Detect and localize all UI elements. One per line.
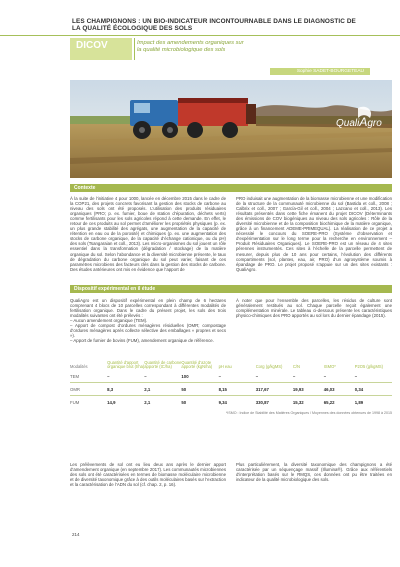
table-row [70,383,392,396]
table-header-cell: Modalités [70,364,88,370]
bottom-left-column [70,462,226,487]
table-header-cell: Corg (g/kgMS) [255,364,283,370]
table-cell: 330,87 [255,399,269,405]
row-label: TEM [70,373,80,379]
device-intro-text: QualiAgro est un dispositif expérimental en plein champ de 6 hectares comprenant 4 blocs de 10 parcelles correspondant à différentes modalités de fertilisation organique. Dans le cadre du présent projet, les sols des trois modalités suivantes ont été prélevés : [70,298,226,319]
table-header-cell: Quantité d'apport organique brut (t/ha) [107,359,145,370]
bottom-right-column [236,462,392,482]
device-bullet-1: – Aucun amendement organique (TEM). [70,318,148,324]
device-bullet-3: – Apport de fumier de bovins (FUM), amendement organique de référence. [70,338,214,344]
bottom-left-text: Les prélèvements de sol ont eu lieu deux ans après le dernier apport d’amendement organique (en septembre 2017). Les communautés microbiennes des sols ont été caractérisées en termes de biomasse moléculaire microbienne et de diversité taxonomique grâce à des outils moléculaires basés sur l’extraction et la caractérisation de l’ADN du sol (cf. chap. 2, p. 16). [70,462,226,488]
table-cell: – [218,373,221,379]
table-cell: 8,3 [107,386,114,392]
table-cell: – [107,373,110,379]
qualiagro-logo-mark [336,104,386,134]
logo-text: QualiAgro [336,115,382,129]
table-cell: 1,89 [354,399,364,405]
project-subtitle-line2: la qualité microbiologique des sols [137,47,226,53]
table-cell: 2,1 [144,399,151,405]
context-left-text: À la suite de l’initiative 4 pour 1000, lancée en décembre 2015 dans le cadre de la COP21, des projets concrets favorisant la gestion des stocks de carbone au niveau des sols ont été proposés. L’utilisation des produits résiduaires organiques (PRO; p. ex. fumier, boue de station d’épuration, déchets verts) comme fertilisants pour les sols agricoles répond à cette demande. En effet, le retour de ces produits au sol permet d’améliorer les propriétés physiques (p. ex. un plus grande stabilité des agrégats, une augmentation de la capacité de rétention en eau ou de la porosité) et chimiques (p. ex. une augmentation des stocks de carbone organique, de la capacité d’échange cationique, ou du pH) des sols (Tsangaraian et coll., 2013). Les micro-organismes du sol jouent un rôle essentiel dans la transformation (dégradation / stockage) de la matière organique du sol. Selon l’abondance et la diversité microbienne présente, le taux de dégradation du carbone organique du sol peut varier, faisant de ces paramètres microbiens des facteurs clés dans la gestion des stocks de carbone. Des études antérieures ont mis en évidence que l’apport de [70,196,226,272]
header-title-line2: LA QUALITÉ ÉCOLOGIQUE DES SOLS [72,25,193,33]
pro-characteristics-table [70,358,392,415]
context-right-text: PRO induisait une augmentation de la biomasse microbienne et une modification de la structure de la communauté microbienne du sol (Bastida et coll., 2008 ; Calbrix et coll., 2007 ; García-Gil et coll., 2004 ; Lazcano et coll., 2013). Les résultats présentés dans cette fiche émanent du projet DICOV (Déterminants des émissions de COV biogéniques au niveau des sols agricoles : Rôle de la diversité microbienne et de la composition biochimique de la matière organique, grâce à un financement ADEME-PRIMEQUAL). La réalisation de ce projet a nécessité le concours du SOERE-PRO (Système d’observation et d’expérimentation sur le long terme pour la recherche en environnement – Produit Résiduaires Organiques). Le SOERE-PRO est un réseau de 4 sites pérennes instrumentés. Ces sites à l’échelle de la parcelle permettent de mesurer, depuis plus de 10 ans pour certains, l’évolution des différents compartiments (sol, plantes, eau, air, PRO) d’un agrosystème soumis à épandage de PRO. Le projet proposé s’appuie sur un des sites existants : QualiAgro. [236,196,392,272]
table-header-cell: Quantité d'azote apporté (kgN/ha) [181,359,213,370]
table-cell: 46,03 [323,386,335,392]
table-row [70,396,392,409]
table-cell: 100 [181,373,189,379]
bottom-right-text: Plus particulièrement, la diversité taxonomique des champignons a été caractérisée par un séquençage massif (Illumina®). Grâce aux référentiels d’interprétation basés sur le RMQS, ces données ont pu être traitées en indicateur de la qualité microbiologique des sols. [236,462,392,483]
section-context-title: Contexte [70,184,392,192]
table-header-cell: ISMO* [323,364,336,370]
qualiagro-logo [336,104,386,134]
table-header-cell: pH eau [218,364,232,370]
table-cell: 50 [181,399,187,405]
table-cell: 15,32 [292,399,304,405]
table-header-cell: Quantité de carbone apporté (tC/ha) [144,359,182,370]
device-bullet-2: – Apport de compost d’ordures ménagères résiduelles (OMR; compostage d’ordures ménagères après collecte sélective des emballages « propres et secs »). [70,323,226,339]
project-subtitle [137,40,337,54]
table-cell: – [323,373,327,379]
project-divider [134,38,135,60]
table-row [70,370,392,383]
context-right-column [236,196,392,272]
project-subtitle-line1: Impact des amendements organiques sur [137,40,244,46]
table-cell: – [292,373,296,379]
page-header-title [72,18,372,33]
table-cell: 19,93 [292,386,304,392]
table-cell: 317,67 [255,386,269,392]
table-cell: 0,34 [354,386,364,392]
project-name: DICOV [76,40,108,51]
table-cell: – [354,373,358,379]
row-label: FUM [70,399,80,405]
page-number: 214 [72,532,80,537]
device-right-column [236,298,392,318]
section-device-title: Dispositif expérimental en il étude [70,285,392,293]
header-rule [0,35,400,36]
device-right-text: À noter que pour l’ensemble des parcelles, les résidus de culture sont généralement restitués au sol. Chaque parcelle reçoit également une complémentation minérale. Le tableau ci-dessous présente les caractéristiques physico-chimiques des PRO apportés au sol lors du dernier épandage (2015). [236,298,392,319]
table-cell: 14,9 [107,399,116,405]
table-cell: – [144,373,147,379]
row-label: OMR [70,386,81,392]
header-title-line1: LES CHAMPIGNONS : UN BIO-INDICATEUR INCONTOURNABLE DANS LE DIAGNOSTIC DE [72,18,356,25]
table-cell: – [255,373,259,379]
table-header-cell: P2O5 (g/kgMS) [354,364,383,370]
table-cell: 65,22 [323,399,335,405]
device-left-column [70,298,226,343]
table-header-cell: C/N [292,364,300,370]
table-header-row [70,358,392,370]
table-cell: 2,1 [144,386,151,392]
data-table [70,358,392,408]
table-cell: 8,15 [218,386,227,392]
author-badge: Sophie SADET-BOURGETEAU [270,68,370,75]
table-footnote: *ISMO : Indice de Stabilité des Matières Organiques / Moyennes des données obtenues de 1998 à 2015 [225,411,392,415]
table-cell: 50 [181,386,187,392]
table-cell: 9,34 [218,399,227,405]
context-left-column [70,196,226,272]
